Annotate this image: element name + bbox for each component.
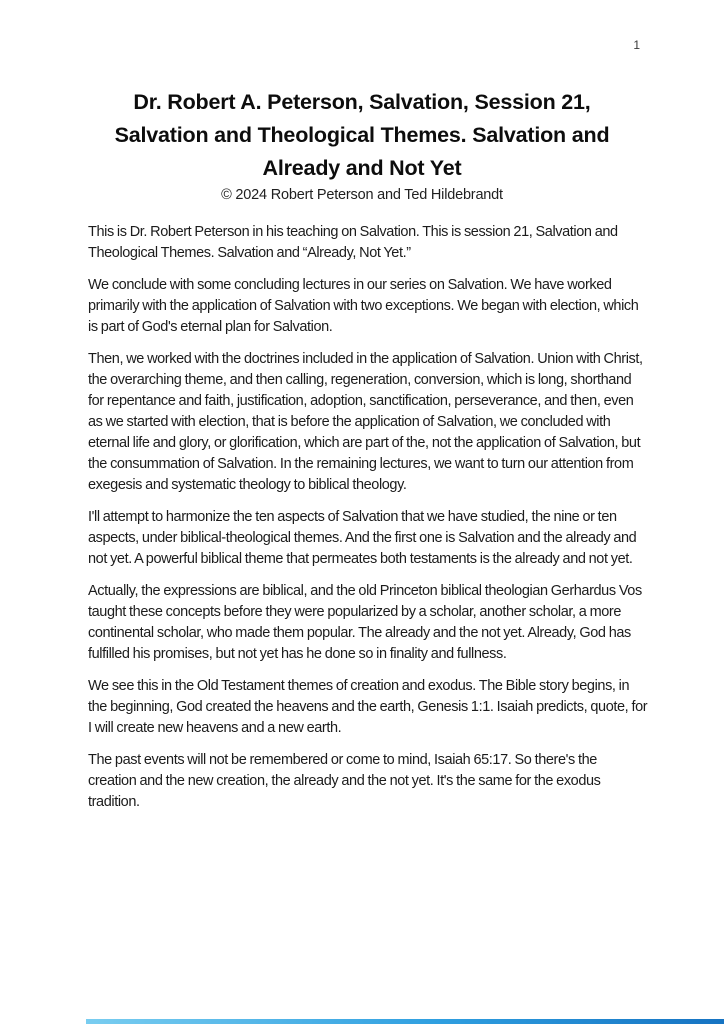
transcript-body (88, 222, 648, 813)
document-title (60, 86, 664, 185)
paragraph-past-events: The past events will not be remembered or come to mind, Isaiah 65:17. So there's the creation and the new creation, the already and the not yet. It's the same for the exodus tradition. (88, 752, 601, 810)
title-line-3: Already and Not Yet (262, 156, 462, 180)
paragraph-harmonize: I'll attempt to harmonize the ten aspects of Salvation that we have studied, the nine or ten aspects, under biblical-theological themes. And the first one is Salvation and the already and not yet. A powerful biblical theme that permeates both testaments is the already and not yet. (88, 509, 637, 567)
title-line-2: Salvation and Theological Themes. Salvation and (114, 123, 610, 147)
paragraph-intro: This is Dr. Robert Peterson in his teaching on Salvation. This is session 21, Salvation and Theological Themes. Salvation and “Already, Not Yet.” (88, 224, 618, 261)
page-number: 1 (633, 38, 640, 52)
paragraph-vos: Actually, the expressions are biblical, and the old Princeton biblical theologian Gerhardus Vos taught these concepts before they were popularized by a scholar, another scholar, a more continental scholar, who made them popular. The already and the not yet. Already, God has fulfilled his promises, but not yet has he done so in finality and fullness. (88, 583, 642, 662)
paragraph-doctrines: Then, we worked with the doctrines included in the application of Salvation. Union with Christ, the overarching theme, and then calling, regeneration, conversion, which is long, shorthand for repentance and faith, justification, adoption, sanctification, perseverance, and then, even as we started with election, that is before the application of Salvation, we concluded with eternal life and glory, or glorification, which are part of the, not the application of Salvation, but the consummation of Salvation. In the remaining lectures, we want to turn our attention from exegesis and systematic theology to biblical theology. (88, 351, 643, 493)
title-line-1: Dr. Robert A. Peterson, Salvation, Session 21, (133, 90, 591, 114)
paragraph-conclude-series: We conclude with some concluding lectures in our series on Salvation. We have worked primarily with the application of Salvation with two exceptions. We began with election, which is part of God's eternal plan for Salvation. (88, 277, 639, 335)
copyright-line: © 2024 Robert Peterson and Ted Hildebrandt (221, 187, 503, 203)
footer-accent-bar (86, 1019, 724, 1024)
paragraph-old-testament: We see this in the Old Testament themes of creation and exodus. The Bible story begins, in the beginning, God created the heavens and the earth, Genesis 1:1. Isaiah predicts, quote, for I will create new heavens and a new earth. (88, 678, 648, 736)
